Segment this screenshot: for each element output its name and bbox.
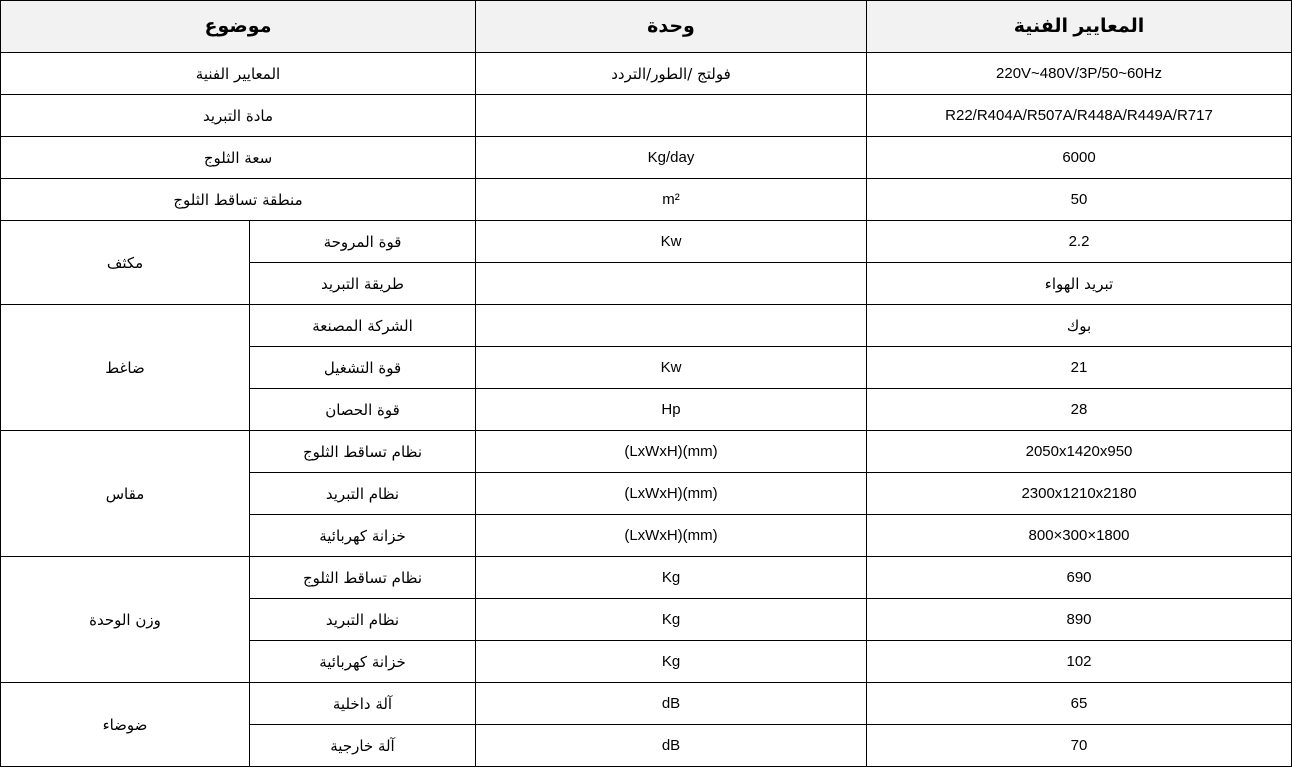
row-value: 800×300×1800 xyxy=(867,515,1292,557)
row-value: 220V~480V/3P/50~60Hz xyxy=(867,53,1292,95)
row-unit: m² xyxy=(476,179,867,221)
table-row xyxy=(1,557,1292,599)
header-spec: المعايير الفنية xyxy=(867,1,1292,53)
group-label-weight: وزن الوحدة xyxy=(1,557,250,683)
row-sub: نظام التبريد xyxy=(250,473,476,515)
row-sub: نظام التبريد xyxy=(250,599,476,641)
row-unit xyxy=(476,95,867,137)
row-unit xyxy=(476,263,867,305)
row-value: 70 xyxy=(867,725,1292,767)
row-unit: فولتج /الطور/التردد xyxy=(476,53,867,95)
group-label-compressor: ضاغط xyxy=(1,305,250,431)
row-unit: Kg xyxy=(476,641,867,683)
row-sub: طريقة التبريد xyxy=(250,263,476,305)
table-row xyxy=(1,95,1292,137)
table-row xyxy=(1,221,1292,263)
row-value: 2.2 xyxy=(867,221,1292,263)
row-value: تبريد الهواء xyxy=(867,263,1292,305)
row-unit: (LxWxH)(mm) xyxy=(476,431,867,473)
row-sub: قوة التشغيل xyxy=(250,347,476,389)
row-sub: نظام تساقط الثلوج xyxy=(250,557,476,599)
row-unit: Kw xyxy=(476,347,867,389)
table-row xyxy=(1,53,1292,95)
row-sub: قوة المروحة xyxy=(250,221,476,263)
row-topic: مادة التبريد xyxy=(1,95,476,137)
table-row xyxy=(1,137,1292,179)
row-value: 2050x1420x950 xyxy=(867,431,1292,473)
row-unit xyxy=(476,305,867,347)
row-sub: قوة الحصان xyxy=(250,389,476,431)
row-value: 65 xyxy=(867,683,1292,725)
row-unit: Kg/day xyxy=(476,137,867,179)
row-unit: Hp xyxy=(476,389,867,431)
row-unit: dB xyxy=(476,683,867,725)
row-unit: Kw xyxy=(476,221,867,263)
table-row xyxy=(1,683,1292,725)
row-unit: dB xyxy=(476,725,867,767)
group-label-noise: ضوضاء xyxy=(1,683,250,767)
row-sub: آلة داخلية xyxy=(250,683,476,725)
row-value: 28 xyxy=(867,389,1292,431)
table-row xyxy=(1,305,1292,347)
row-sub: خزانة كهربائية xyxy=(250,515,476,557)
header-row xyxy=(1,1,1292,53)
row-unit: Kg xyxy=(476,599,867,641)
row-value: 6000 xyxy=(867,137,1292,179)
row-topic: سعة الثلوج xyxy=(1,137,476,179)
row-topic: منطقة تساقط الثلوج xyxy=(1,179,476,221)
row-unit: (LxWxH)(mm) xyxy=(476,473,867,515)
row-value: R22/R404A/R507A/R448A/R449A/R717 xyxy=(867,95,1292,137)
row-value: 890 xyxy=(867,599,1292,641)
row-topic: المعايير الفنية xyxy=(1,53,476,95)
row-value: 21 xyxy=(867,347,1292,389)
header-unit: وحدة xyxy=(476,1,867,53)
row-sub: خزانة كهربائية xyxy=(250,641,476,683)
row-value: بوك xyxy=(867,305,1292,347)
row-sub: نظام تساقط الثلوج xyxy=(250,431,476,473)
row-unit: (LxWxH)(mm) xyxy=(476,515,867,557)
group-label-dimensions: مقاس xyxy=(1,431,250,557)
row-value: 2300x1210x2180 xyxy=(867,473,1292,515)
table-row xyxy=(1,179,1292,221)
row-value: 50 xyxy=(867,179,1292,221)
row-value: 102 xyxy=(867,641,1292,683)
row-sub: آلة خارجية xyxy=(250,725,476,767)
table-row xyxy=(1,431,1292,473)
row-unit: Kg xyxy=(476,557,867,599)
group-label-condenser: مكثف xyxy=(1,221,250,305)
row-sub: الشركة المصنعة xyxy=(250,305,476,347)
row-value: 690 xyxy=(867,557,1292,599)
header-topic: موضوع xyxy=(1,1,476,53)
